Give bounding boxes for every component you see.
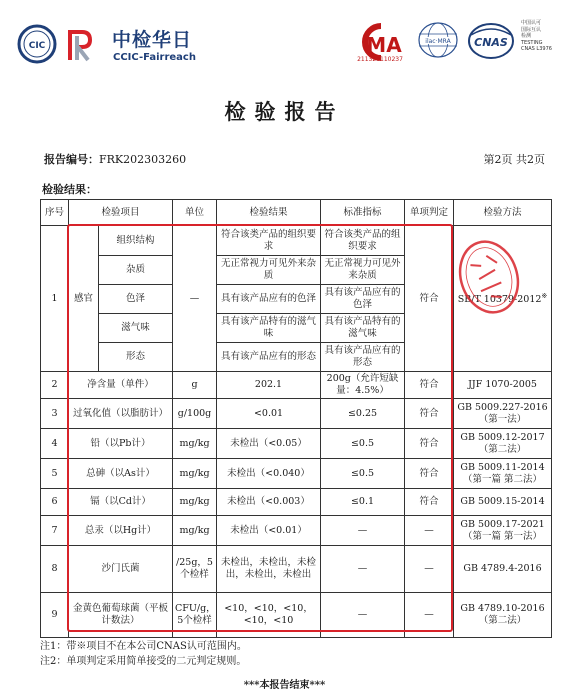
sub-item: 杂质 bbox=[99, 256, 173, 285]
row-conclusion: 符合 bbox=[405, 429, 454, 459]
report-number-label: 报告编号： bbox=[44, 153, 99, 166]
row-standard: — bbox=[321, 546, 405, 593]
row-unit: g/100g bbox=[173, 399, 217, 429]
row-method bbox=[454, 226, 552, 372]
row-conclusion: — bbox=[405, 516, 454, 546]
row-standard: 具有该产品应有的形态 bbox=[321, 343, 405, 372]
row-group: 感官 bbox=[69, 226, 99, 372]
row-index: 9 bbox=[41, 593, 69, 638]
row-standard: ≤0.1 bbox=[321, 489, 405, 516]
row-conclusion: — bbox=[405, 546, 454, 593]
row-result: 无正常视力可见外来杂质 bbox=[217, 256, 321, 285]
row-standard: — bbox=[321, 516, 405, 546]
row-standard: ≤0.5 bbox=[321, 429, 405, 459]
row-result: 未检出（<0.05） bbox=[217, 429, 321, 459]
row-unit: — bbox=[173, 226, 217, 372]
sub-item: 滋气味 bbox=[99, 314, 173, 343]
ilac-mra-text: ilac·MRA bbox=[425, 38, 451, 45]
row-unit: mg/kg bbox=[173, 459, 217, 489]
row-standard: 符合该类产品的组织要求 bbox=[321, 226, 405, 256]
table-header-row bbox=[41, 200, 552, 226]
row-result: 未检出，未检出，未检出，未检出，未检出 bbox=[217, 546, 321, 593]
row-conclusion: 符合 bbox=[405, 459, 454, 489]
col-header-standard: 标准指标 bbox=[321, 200, 405, 226]
row-index: 5 bbox=[41, 459, 69, 489]
col-header-item: 检验项目 bbox=[69, 200, 173, 226]
cnas-info-line: 中国认可 bbox=[521, 20, 542, 26]
fairreach-logo-icon bbox=[66, 28, 98, 62]
row-index: 2 bbox=[41, 372, 69, 399]
report-title: 检验报告 bbox=[224, 100, 345, 124]
row-item: 金黄色葡萄球菌（平板计数法） bbox=[69, 593, 173, 638]
row-standard: ≤0.5 bbox=[321, 459, 405, 489]
cnas-info-line: TESTING bbox=[521, 39, 543, 46]
cnas-info-line: CNAS L3976 bbox=[521, 46, 552, 53]
table-row bbox=[41, 429, 552, 459]
col-header-method: 检验方法 bbox=[454, 200, 552, 226]
col-header-index: 序号 bbox=[41, 200, 69, 226]
row-method: GB 5009.15-2014 bbox=[454, 489, 552, 516]
row-result: 具有该产品特有的滋气味 bbox=[217, 314, 321, 343]
row-result: <10，<10，<10，<10，<10 bbox=[217, 593, 321, 638]
row-item: 铅（以Pb计） bbox=[69, 429, 173, 459]
cic-logo-icon bbox=[17, 24, 57, 64]
row-index: 7 bbox=[41, 516, 69, 546]
row-result: <0.01 bbox=[217, 399, 321, 429]
row-standard: 具有该产品应有的色泽 bbox=[321, 285, 405, 314]
cnas-logo-text: CNAS bbox=[474, 36, 508, 49]
row-method: JJF 1070-2005 bbox=[454, 372, 552, 399]
cma-number: 211320110237 bbox=[357, 56, 403, 63]
table-row bbox=[41, 593, 552, 638]
row-unit: CFU/g，5个检样 bbox=[173, 593, 217, 638]
table-row bbox=[41, 372, 552, 399]
row-unit: /25g，5个检样 bbox=[173, 546, 217, 593]
row-result: 符合该类产品的组织要求 bbox=[217, 226, 321, 256]
row-conclusion: — bbox=[405, 593, 454, 638]
results-table bbox=[40, 199, 552, 638]
section-title: 检验结果： bbox=[42, 183, 97, 196]
row-conclusion: 符合 bbox=[405, 372, 454, 399]
cnas-info-line: 国际互认 bbox=[521, 26, 542, 33]
sub-item: 色泽 bbox=[99, 285, 173, 314]
row-method-text: SB/T 10379-2012 bbox=[457, 294, 542, 306]
row-result: 具有该产品应有的色泽 bbox=[217, 285, 321, 314]
row-item: 沙门氏菌 bbox=[69, 546, 173, 593]
table-row bbox=[41, 399, 552, 429]
row-index: 1 bbox=[41, 226, 69, 372]
note-line: 注2：单项判定采用简单接受的二元判定规则。 bbox=[40, 656, 247, 667]
report-number bbox=[44, 151, 186, 167]
row-item: 净含量（单件） bbox=[69, 372, 173, 399]
row-unit: g bbox=[173, 372, 217, 399]
row-unit: mg/kg bbox=[173, 516, 217, 546]
sub-item: 组织结构 bbox=[99, 226, 173, 256]
row-conclusion: 符合 bbox=[405, 489, 454, 516]
row-method: GB 5009.227-2016（第一法） bbox=[454, 399, 552, 429]
page-indicator: 第2页 共2页 bbox=[483, 153, 545, 166]
table-row bbox=[41, 516, 552, 546]
ilac-mra-icon bbox=[416, 20, 460, 60]
cnas-info bbox=[521, 20, 552, 53]
col-header-unit: 单位 bbox=[173, 200, 217, 226]
report-header bbox=[0, 0, 569, 80]
cnas-info-line: 检测 bbox=[521, 33, 532, 40]
note-line: 注1：带※项目不在本公司CNAS认可范围内。 bbox=[40, 641, 247, 652]
row-item: 总汞（以Hg计） bbox=[69, 516, 173, 546]
row-result: 未检出（<0.01） bbox=[217, 516, 321, 546]
sub-item: 形态 bbox=[99, 343, 173, 372]
row-standard: 具有该产品特有的滋气味 bbox=[321, 314, 405, 343]
row-standard: — bbox=[321, 593, 405, 638]
cma-mark-text: MA bbox=[366, 33, 402, 57]
brand-name-cn: 中检华日 bbox=[112, 29, 193, 51]
row-method: GB 4789.4-2016 bbox=[454, 546, 552, 593]
table-row bbox=[41, 226, 552, 256]
col-header-result: 检验结果 bbox=[217, 200, 321, 226]
row-result: 202.1 bbox=[217, 372, 321, 399]
col-header-conclusion: 单项判定 bbox=[405, 200, 454, 226]
row-index: 6 bbox=[41, 489, 69, 516]
report-notes bbox=[40, 639, 551, 669]
table-row bbox=[41, 546, 552, 593]
row-method: GB 5009.12-2017（第二法） bbox=[454, 429, 552, 459]
row-result: 具有该产品应有的形态 bbox=[217, 343, 321, 372]
row-unit: mg/kg bbox=[173, 429, 217, 459]
row-result: 未检出（<0.003） bbox=[217, 489, 321, 516]
row-item: 过氧化值（以脂肪计） bbox=[69, 399, 173, 429]
report-end-marker: ***本报告结束*** bbox=[243, 680, 326, 691]
row-result: 未检出（<0.040） bbox=[217, 459, 321, 489]
method-mark: ※ bbox=[541, 292, 548, 301]
row-method: GB 5009.17-2021（第一篇 第一法） bbox=[454, 516, 552, 546]
row-standard: 200g（允许短缺量：4.5%） bbox=[321, 372, 405, 399]
row-method: GB 5009.11-2014（第一篇 第二法） bbox=[454, 459, 552, 489]
row-unit: mg/kg bbox=[173, 489, 217, 516]
row-index: 3 bbox=[41, 399, 69, 429]
row-method: GB 4789.10-2016（第二法） bbox=[454, 593, 552, 638]
row-item: 总砷（以As计） bbox=[69, 459, 173, 489]
table-row bbox=[41, 459, 552, 489]
cnas-logo-icon bbox=[467, 21, 515, 61]
row-index: 4 bbox=[41, 429, 69, 459]
row-conclusion: 符合 bbox=[405, 226, 454, 372]
row-standard: ≤0.25 bbox=[321, 399, 405, 429]
table-row bbox=[41, 489, 552, 516]
row-standard: 无正常视力可见外来杂质 bbox=[321, 256, 405, 285]
row-item: 镉（以Cd计） bbox=[69, 489, 173, 516]
report-number-value: FRK202303260 bbox=[99, 153, 187, 166]
row-index: 8 bbox=[41, 546, 69, 593]
row-conclusion: 符合 bbox=[405, 399, 454, 429]
cic-logo-text: CIC bbox=[28, 41, 46, 51]
brand-name-en: CCIC-Fairreach bbox=[113, 52, 196, 63]
